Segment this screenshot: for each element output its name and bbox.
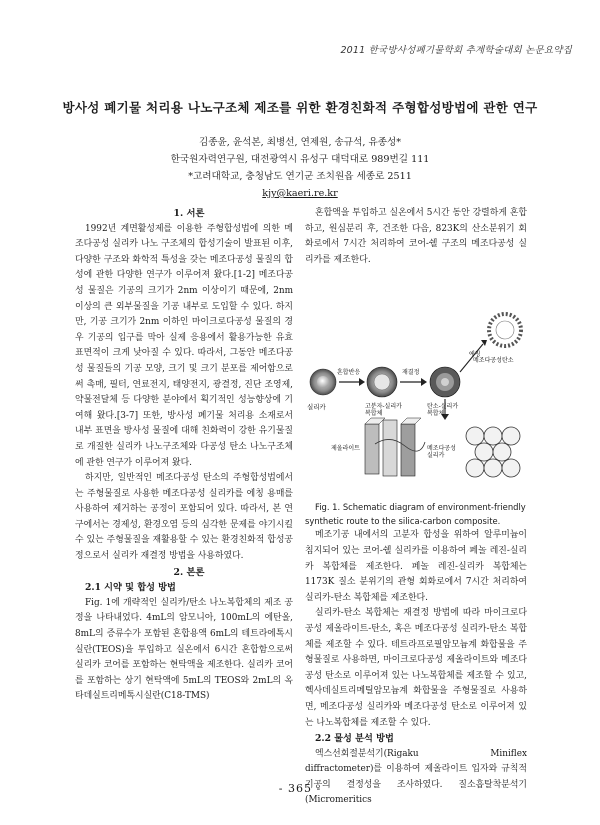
synthesis-schematic (305, 274, 527, 494)
arrow-head-icon (421, 378, 427, 386)
affiliation-2: *고려대학교, 충청남도 연기군 조치원읍 세종로 2511 (188, 171, 412, 182)
left-column (75, 206, 293, 705)
subsection-2-2-title: 2.2 물성 분석 방법 (315, 733, 394, 745)
results-paragraph-1: 메조기공 내에서의 고분자 합성을 위하여 알루미늄이 침지되어 있는 코어-쉘 실리카를 이용하여 페놀 레진-실리카 복합체를 제조한다. 페놀 레진-실리카 복합체는 1173K 질소 분위기의 관형 회화로에서 7시간 처리하여 실리카-탄소 복합체를 제조한다. (305, 530, 527, 603)
figure-1 (305, 274, 527, 494)
intro-paragraph-2: 하지만, 일반적인 메조다공성 탄소의 주형합성법에서는 주형물질로 사용한 메조다공성 실리카를 에칭 용매를 사용하여 제거하는 공정이 포함되어 있다. 따라서, 본 연구에서는 경제성, 환경오염 등의 심각한 문제를 야기시킬 수 있는 주형물질을 재활용할 수 있는 환경친화적 합성공정으로서 실리카 재결정 방법을 사용하였다. (75, 473, 293, 562)
subsection-2-1-title: 2.1 시약 및 합성 방법 (85, 582, 176, 594)
intro-paragraph-1: 1992년 계면활성제를 이용한 주형합성법에 의한 메조다공성 실리카 나노 구조체의 합성기술이 발표된 이후, 다양한 구조와 화학적 특성을 갖는 메조다공성 물질의 합성에 관한 다양한 연구가 이루어져 왔다.[1-2] 메조다공성 물질은 기공의 크기가 2nm 이상이기 때문에, 2nm 이상의 큰 외부물질을 기공 내부로 도입할 수 있다. 하지만, 기공 크기가 2nm 이하인 마이크로다공성 물질의 경우 기공의 입구를 막아 실제 응용에서 활용가능한 유효 표면적이 크게 낮아질 수 있다. 따라서, 그동안 메조다공성 물질들의 기공 모양, 크기 및 크기 분포를 제어함으로써 촉매, 필터, 연료전지, 태양전지, 광결정, 진단 조영제, 약물전달체 등 다양한 분야에서 획기적인 성능향상에 기여해 왔다.[3-7] 또한, 방사성 폐기물 처리용 소재로서 내부 표면을 방사성 물질에 대해 친화력이 강한 유기물질로 개질한 실리카 나노구조체와 다공성 탄소 나노구조체에 관한 연구가 이루어져 왔다. (75, 223, 293, 468)
right-column (305, 206, 527, 809)
label-zeolite: 제올라이트 (331, 445, 360, 453)
analysis-paragraph-1: 엑스선회절분석기(Rigaku Miniflex diffractometer)를 이용하여 제올라이트 입자와 규칙적 기공의 결정성을 조사하였다. 질소흡탈착분석기(Micromeritics (305, 748, 527, 806)
section-1-title: 1. 서론 (173, 208, 205, 219)
label-meso-silica: 메조다공성 실리카 (427, 445, 456, 460)
author-email[interactable]: kjy@kaeri.re.kr (262, 188, 338, 199)
running-header: 2011 한국방사성폐기물학회 추계학술대회 논문요약집 (340, 45, 572, 56)
arrow-head-icon (359, 378, 365, 386)
label-silica: 실리카 (307, 403, 326, 412)
carbon-silica-sphere-icon (430, 367, 460, 397)
paper-title: 방사성 폐기물 처리용 나노구조체 제조를 위한 환경친화적 주형합성방법에 관한 연구 (62, 100, 538, 115)
methods-paragraph-2: 혼합액을 투입하고 실온에서 5시간 동안 강렬하게 혼합하고, 원심분리 후, 건조한 다음, 823K의 산소분위기 회화로에서 7시간 처리하여 코어-쉘 구조의 메조다공성 실리카를 제조한다. (305, 208, 527, 265)
label-etching: 에칭 (469, 351, 481, 359)
affiliation-1: 한국원자력연구원, 대전광역시 유성구 대덕대로 989번길 111 (170, 154, 430, 165)
label-mesoporous-carbon: 메조다공성탄소 (473, 357, 514, 365)
label-core-shell: 고분자-실리카 복합체 (365, 403, 402, 418)
author-block (0, 134, 600, 202)
silica-sphere-icon (310, 369, 336, 395)
label-mix: 혼합반응 (337, 369, 361, 377)
methods-paragraph-1: Fig. 1에 개략적인 실리카/탄소 나노복합체의 제조 공정을 나타내었다. 4mL의 암모니아, 100mL의 에탄올, 8mL의 증류수가 포함된 혼합용액 6mL의 테트라에톡시실란(TEOS)을 투입하고 실온에서 6시간 혼합함으로써 실리카 코어를 포함하는 현탁액을 제조한다. 실리카 코어를 포함하는 상기 현탁액에 5mL의 TEOS와 2mL의 옥타데실트리메톡시실란(C18-TMS) (75, 597, 293, 702)
zeolite-carbon-structure-icon (365, 418, 425, 476)
label-etch: 탄소-실리카 복합체 (427, 403, 459, 418)
mesoporous-carbon-sphere-icon (489, 314, 521, 346)
core-shell-sphere-icon (367, 367, 397, 397)
page-number: - 365 - (278, 782, 322, 795)
mesoporous-silica-carbon-structure-icon (466, 427, 520, 477)
author-list: 김종윤, 윤석본, 최병선, 연제원, 송규석, 유종성* (198, 137, 402, 148)
section-2-title: 2. 본론 (173, 566, 205, 578)
figure-1-caption: Fig. 1. Schematic diagram of environment-friendly synthetic route to the silica-carbon composite. (305, 502, 526, 527)
results-paragraph-2: 실리카-탄소 복합체는 재결정 방법에 따라 마이크로다공성 제올라이트-탄소, 혹은 메조다공성 실리카-탄소 복합체를 제조할 수 있다. 테트라프로필암모늄계 화합물을 주형물질로 사용하면, 마이크로다공성 제올라이트와 메조다공성 탄소로 이루어져 있는 나노복합체를 제조할 수 있고, 헥사데실트리메틸암모늄계 화합물을 주형물질로 사용하면, 메조다공성 실리카와 메조다공성 탄소로 이루어져 있는 나노복합체를 제조할 수 있다. (305, 608, 527, 728)
label-recryst: 재결정 (402, 369, 420, 377)
